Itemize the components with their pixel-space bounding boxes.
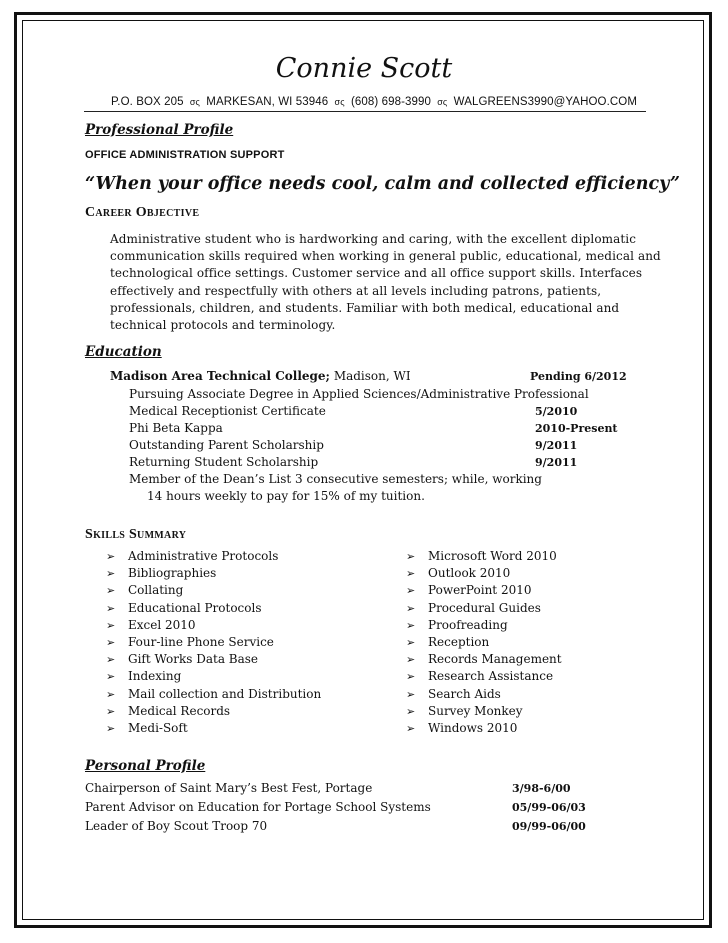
personal-profile-heading: Personal Profile <box>85 758 206 774</box>
education-item: Member of the Dean’s List 3 consecutive semesters; while, working <box>129 472 542 486</box>
skill-item <box>106 634 321 651</box>
education-school-line <box>110 368 411 385</box>
objective-line: technological office settings. Customer service and all office support skills. Interfaces <box>110 266 643 281</box>
arrow-bullet-icon: ➢ <box>406 618 416 632</box>
arrow-bullet-icon: ➢ <box>406 670 416 684</box>
arrow-bullet-icon: ➢ <box>406 722 416 736</box>
skill-item <box>406 720 562 737</box>
objective-line: professionals, children, and students. Familiar with both medical, educational and <box>110 300 620 315</box>
personal-profile-date: 3/98-6/00 <box>512 782 571 795</box>
skill-item <box>406 600 562 617</box>
skill-label: Reception <box>428 635 490 650</box>
arrow-bullet-icon: ➢ <box>106 584 116 598</box>
skill-label: Windows 2010 <box>428 721 518 736</box>
education-item: 14 hours weekly to pay for 15% of my tuition. <box>147 489 425 503</box>
arrow-bullet-icon: ➢ <box>406 567 416 581</box>
personal-profile-date: 09/99-06/00 <box>512 820 586 833</box>
arrow-bullet-icon: ➢ <box>106 567 116 581</box>
skill-label: PowerPoint 2010 <box>428 583 532 598</box>
skill-item <box>106 617 321 634</box>
skill-item <box>106 668 321 685</box>
arrow-bullet-icon: ➢ <box>406 687 416 701</box>
contact-separator: σς <box>437 97 448 107</box>
skill-label: Gift Works Data Base <box>128 652 259 667</box>
arrow-bullet-icon: ➢ <box>106 687 116 701</box>
skill-label: Medical Records <box>128 703 231 718</box>
skill-item <box>106 651 321 668</box>
personal-profile-item: Parent Advisor on Education for Portage School Systems <box>85 800 431 814</box>
education-item: Phi Beta Kappa <box>129 421 223 435</box>
arrow-bullet-icon: ➢ <box>106 550 116 563</box>
skill-item <box>106 720 321 737</box>
skill-label: Administrative Protocols <box>128 549 279 563</box>
arrow-bullet-icon: ➢ <box>406 550 416 563</box>
skill-label: Procedural Guides <box>428 600 541 615</box>
skill-item <box>406 565 562 582</box>
contact-city: MARKESAN, WI 53946 <box>206 96 329 108</box>
skill-item <box>406 668 562 685</box>
arrow-bullet-icon: ➢ <box>106 636 116 650</box>
arrow-bullet-icon: ➢ <box>106 704 116 718</box>
arrow-bullet-icon: ➢ <box>406 653 416 667</box>
skill-item <box>106 600 321 617</box>
personal-profile-item: Chairperson of Saint Mary’s Best Fest, Portage <box>85 781 373 795</box>
skill-item <box>406 582 562 599</box>
skill-item <box>406 703 562 720</box>
personal-profile-item: Leader of Boy Scout Troop 70 <box>85 819 268 833</box>
arrow-bullet-icon: ➢ <box>106 653 116 667</box>
skill-label: Search Aids <box>428 686 501 701</box>
skill-item <box>106 703 321 720</box>
education-item-date: 2010-Present <box>535 422 618 435</box>
skill-label: Medi-Soft <box>128 721 188 736</box>
contact-email: WALGREENS3990@YAHOO.COM <box>453 96 637 108</box>
skill-label: Proofreading <box>428 617 508 632</box>
skill-item <box>106 686 321 703</box>
objective-line: communication skills required when working in general public, educational, medical and <box>110 249 661 264</box>
education-item: Returning Student Scholarship <box>129 455 319 469</box>
career-objective-text <box>110 231 661 334</box>
contact-address: P.O. BOX 205 <box>111 96 184 108</box>
resume-name: Connie Scott <box>275 53 453 84</box>
arrow-bullet-icon: ➢ <box>406 584 416 598</box>
skill-label: Microsoft Word 2010 <box>428 549 557 563</box>
skill-item <box>406 634 562 651</box>
skill-item <box>106 565 321 582</box>
professional-profile-subheading: OFFICE ADMINISTRATION SUPPORT <box>85 149 285 161</box>
skills-left-column <box>106 548 321 737</box>
arrow-bullet-icon: ➢ <box>106 601 116 615</box>
skill-label: Survey Monkey <box>428 703 523 718</box>
skill-label: Four-line Phone Service <box>128 635 274 650</box>
skill-label: Indexing <box>128 669 182 684</box>
education-item: Medical Receptionist Certificate <box>129 404 326 418</box>
arrow-bullet-icon: ➢ <box>106 722 116 736</box>
skills-right-column <box>406 548 562 737</box>
arrow-bullet-icon: ➢ <box>406 704 416 718</box>
arrow-bullet-icon: ➢ <box>406 636 416 650</box>
career-objective-heading: Career Objective <box>85 205 200 220</box>
skill-item <box>406 617 562 634</box>
contact-line <box>111 95 637 109</box>
skill-item <box>406 651 562 668</box>
header-rule <box>84 111 646 112</box>
education-item-date: 9/2011 <box>535 456 578 469</box>
contact-phone: (608) 698-3990 <box>350 96 431 108</box>
skill-label: Mail collection and Distribution <box>128 686 322 701</box>
arrow-bullet-icon: ➢ <box>406 601 416 615</box>
education-item: Outstanding Parent Scholarship <box>129 438 324 452</box>
objective-line: Administrative student who is hardworking and caring, with the excellent diplomatic <box>110 232 637 246</box>
skill-label: Collating <box>128 583 184 598</box>
contact-separator: σς <box>189 97 200 107</box>
education-school: Madison Area Technical College; <box>110 369 330 383</box>
education-heading: Education <box>85 344 162 360</box>
skill-label: Records Management <box>428 652 562 667</box>
skill-label: Excel 2010 <box>128 617 196 632</box>
profile-quote: “When your office needs cool, calm and collected efficiency” <box>85 174 680 194</box>
education-item-date: 5/2010 <box>535 405 578 418</box>
education-school-date: Pending 6/2012 <box>530 370 627 383</box>
skill-item <box>406 686 562 703</box>
skill-item <box>406 548 562 565</box>
skill-label: Research Assistance <box>428 669 554 684</box>
arrow-bullet-icon: ➢ <box>106 618 116 632</box>
skill-label: Bibliographies <box>128 566 217 581</box>
professional-profile-heading: Professional Profile <box>85 122 234 138</box>
skill-label: Outlook 2010 <box>428 566 511 581</box>
arrow-bullet-icon: ➢ <box>106 670 116 684</box>
education-item: Pursuing Associate Degree in Applied Sciences/Administrative Professional <box>129 387 589 401</box>
education-location: Madison, WI <box>333 369 411 383</box>
objective-line: technical protocols and terminology. <box>110 318 336 333</box>
skill-item <box>106 548 321 565</box>
skill-label: Educational Protocols <box>128 600 262 615</box>
education-item-date: 9/2011 <box>535 439 578 452</box>
skill-item <box>106 582 321 599</box>
skills-heading: Skills Summary <box>85 527 187 542</box>
personal-profile-date: 05/99-06/03 <box>512 801 586 814</box>
objective-line: effectively and respectfully with others at all levels including patrons, patients, <box>110 283 602 298</box>
contact-separator: σς <box>334 97 345 107</box>
